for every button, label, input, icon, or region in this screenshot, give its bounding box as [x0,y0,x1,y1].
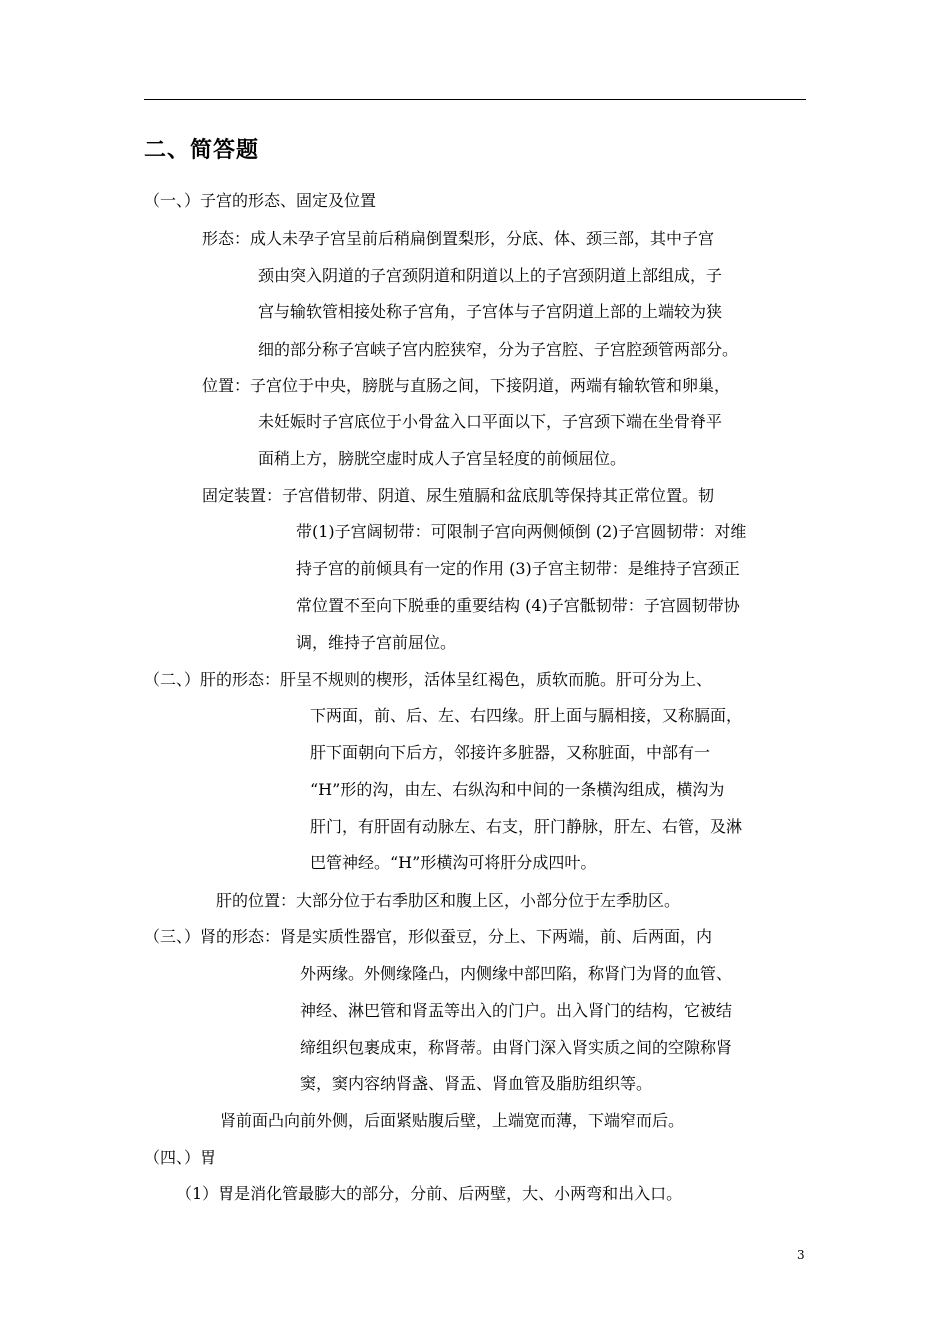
text-line: 宫与输软管相接处称子宫角，子宫体与子宫阴道上部的上端较为狭 [258,302,723,321]
text-line: （一、）子宫的形态、固定及位置 [144,191,377,210]
text-line: 缔组织包裹成束，称肾蒂。由肾门深入肾实质之间的空隙称肾 [300,1038,733,1057]
text-line: 下两面，前、后、左、右四缘。肝上面与膈相接，又称膈面， [310,706,743,725]
text-line: 肾前面凸向前外侧，后面紧贴腹后壁，上端宽而薄，下端窄而后。 [220,1111,685,1130]
text-line: 调，维持子宫前屈位。 [296,633,457,652]
text-line: （四、）胃 [144,1148,217,1167]
text-line: （二、）肝的形态：肝呈不规则的楔形，活体呈红褐色，质软而脆。肝可分为上、 [144,670,713,689]
text-line: 神经、淋巴管和肾盂等出入的门户。出入肾门的结构，它被结 [300,1001,733,1020]
text-line: 外两缘。外侧缘隆凸，内侧缘中部凹陷，称肾门为肾的血管、 [300,964,733,983]
text-line: “H”形的沟，由左、右纵沟和中间的一条横沟组成，横沟为 [310,780,725,799]
text-line: 带(1)子宫阔韧带：可限制子宫向两侧倾倒 (2)子宫圆韧带：对维 [296,522,747,541]
text-line: 位置：子宫位于中央，膀胱与直肠之间，下接阴道，两端有输软管和卵巢， [202,376,731,395]
text-line: 肝门，有肝固有动脉左、右支，肝门静脉，肝左、右管，及淋 [310,817,743,836]
text-line: 窦，窦内容纳肾盏、肾盂、肾血管及脂肪组织等。 [300,1074,653,1093]
text-line: 肝的位置：大部分位于右季肋区和腹上区，小部分位于左季肋区。 [216,891,681,910]
text-line: 形态：成人未孕子宫呈前后稍扁倒置梨形，分底、体、颈三部，其中子宫 [202,229,715,248]
page-number: 3 [797,1248,805,1262]
text-line: 颈由突入阴道的子宫颈阴道和阴道以上的子宫颈阴道上部组成，子 [258,266,723,285]
text-line: 未妊娠时子宫底位于小骨盆入口平面以下，子宫颈下端在坐骨脊平 [258,412,723,431]
text-line: 细的部分称子宫峡子宫内腔狭窄，分为子宫腔、子宫腔颈管两部分。 [258,340,739,359]
header-rule [144,99,806,100]
section-heading: 二、简答题 [144,138,260,163]
text-line: 肝下面朝向下后方，邻接许多脏器，又称脏面，中部有一 [310,743,711,762]
text-line: 巴管神经。“H”形横沟可将肝分成四叶。 [310,853,597,872]
text-line: 常位置不至向下脱垂的重要结构 (4)子宫骶韧带：子宫圆韧带协 [296,596,740,615]
text-line: （三、）肾的形态：肾是实质性器官，形似蚕豆，分上、下两端，前、后两面，内 [144,927,713,946]
text-line: 固定装置：子宫借韧带、阴道、尿生殖膈和盆底肌等保持其正常位置。韧 [202,486,715,505]
text-line: 面稍上方，膀胱空虚时成人子宫呈轻度的前倾屈位。 [258,449,627,468]
text-line: （1）胃是消化管最膨大的部分，分前、后两壁，大、小两弯和出入口。 [176,1184,683,1203]
text-line: 持子宫的前倾具有一定的作用 (3)子宫主韧带：是维持子宫颈正 [296,559,740,578]
